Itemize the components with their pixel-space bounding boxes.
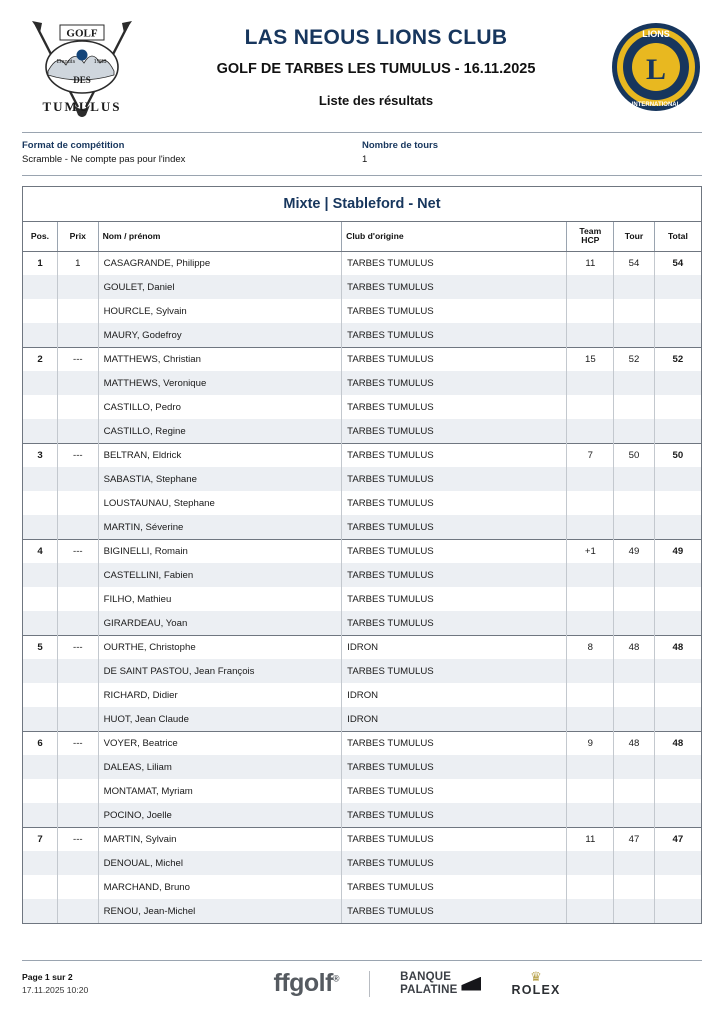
cell-name: MATTHEWS, Christian — [98, 347, 342, 371]
format-value: Scramble - Ne compte pas pour l'index — [22, 154, 186, 165]
table-row — [23, 827, 701, 851]
cell-total — [654, 299, 701, 323]
cell-position — [23, 323, 58, 347]
list-title: Liste des résultats — [318, 93, 434, 108]
cell-tour — [614, 899, 655, 923]
header-titles — [142, 26, 610, 108]
cell-club: TARBES TUMULUS — [342, 851, 567, 875]
cell-position — [23, 371, 58, 395]
cell-name: RICHARD, Didier — [98, 683, 342, 707]
cell-club: TARBES TUMULUS — [342, 803, 567, 827]
cell-tour: 52 — [614, 347, 655, 371]
cell-tour — [614, 611, 655, 635]
table-header-row — [23, 222, 701, 251]
competition-meta — [0, 133, 724, 171]
category-title: Mixte | Stableford - Net — [23, 187, 701, 222]
banque-line-2: PALATINE — [400, 983, 458, 996]
cell-tour — [614, 779, 655, 803]
cell-name: CASAGRANDE, Philippe — [98, 251, 342, 275]
cell-tour — [614, 803, 655, 827]
cell-team-hcp — [567, 779, 614, 803]
cell-prize — [58, 323, 99, 347]
cell-club: TARBES TUMULUS — [342, 299, 567, 323]
table-row — [23, 779, 701, 803]
svg-text:TUMULUS: TUMULUS — [42, 99, 122, 114]
cell-position — [23, 587, 58, 611]
cell-team-hcp — [567, 659, 614, 683]
cell-name: MARTIN, Sylvain — [98, 827, 342, 851]
cell-team-hcp — [567, 755, 614, 779]
cell-team-hcp: 11 — [567, 827, 614, 851]
cell-name: GIRARDEAU, Yoan — [98, 611, 342, 635]
cell-position — [23, 659, 58, 683]
cell-tour: 47 — [614, 827, 655, 851]
cell-club: TARBES TUMULUS — [342, 611, 567, 635]
banque-palatine-logo — [400, 971, 481, 995]
cell-team-hcp — [567, 851, 614, 875]
cell-tour: 54 — [614, 251, 655, 275]
cell-position — [23, 779, 58, 803]
cell-team-hcp — [567, 803, 614, 827]
cell-team-hcp — [567, 899, 614, 923]
cell-prize — [58, 683, 99, 707]
table-row — [23, 251, 701, 275]
cell-prize — [58, 899, 99, 923]
cell-prize — [58, 299, 99, 323]
cell-total — [654, 275, 701, 299]
cell-name: HOURCLE, Sylvain — [98, 299, 342, 323]
cell-team-hcp: 11 — [567, 251, 614, 275]
cell-name: VOYER, Beatrice — [98, 731, 342, 755]
cell-total — [654, 899, 701, 923]
cell-name: DENOUAL, Michel — [98, 851, 342, 875]
table-row — [23, 419, 701, 443]
cell-tour — [614, 659, 655, 683]
cell-name: MARCHAND, Bruno — [98, 875, 342, 899]
ffgolf-wordmark: ffgolf — [273, 969, 333, 997]
results-table — [23, 222, 701, 923]
club-title: LAS NEOUS LIONS CLUB — [244, 26, 508, 49]
cell-prize: --- — [58, 539, 99, 563]
cell-team-hcp — [567, 371, 614, 395]
svg-text:GOLF: GOLF — [66, 27, 98, 40]
cell-name: CASTILLO, Pedro — [98, 395, 342, 419]
rounds-block — [362, 140, 702, 165]
cell-prize — [58, 371, 99, 395]
cell-team-hcp — [567, 563, 614, 587]
cell-prize — [58, 275, 99, 299]
cell-club: TARBES TUMULUS — [342, 515, 567, 539]
table-row — [23, 275, 701, 299]
cell-name: CASTILLO, Regine — [98, 419, 342, 443]
cell-team-hcp — [567, 419, 614, 443]
header-team-hcp — [567, 222, 614, 251]
format-block — [22, 140, 362, 165]
cell-total — [654, 659, 701, 683]
event-title: GOLF DE TARBES LES TUMULUS - 16.11.2025 — [216, 61, 536, 77]
cell-club: TARBES TUMULUS — [342, 467, 567, 491]
banque-palatine-mark-icon — [461, 977, 481, 991]
cell-team-hcp: 15 — [567, 347, 614, 371]
cell-total — [654, 467, 701, 491]
cell-name: BIGINELLI, Romain — [98, 539, 342, 563]
cell-team-hcp — [567, 491, 614, 515]
cell-position: 5 — [23, 635, 58, 659]
cell-team-hcp — [567, 323, 614, 347]
cell-total — [654, 755, 701, 779]
cell-team-hcp — [567, 875, 614, 899]
cell-name: MATTHEWS, Veronique — [98, 371, 342, 395]
cell-prize — [58, 755, 99, 779]
cell-total — [654, 419, 701, 443]
header-club: Club d'origine — [342, 222, 567, 251]
cell-name: HUOT, Jean Claude — [98, 707, 342, 731]
table-row — [23, 395, 701, 419]
cell-tour — [614, 371, 655, 395]
cell-club: IDRON — [342, 635, 567, 659]
cell-club: TARBES TUMULUS — [342, 419, 567, 443]
cell-total — [654, 323, 701, 347]
svg-text:Depuis: Depuis — [56, 58, 76, 65]
table-row — [23, 323, 701, 347]
cell-total: 48 — [654, 635, 701, 659]
cell-position — [23, 467, 58, 491]
table-row — [23, 371, 701, 395]
cell-prize — [58, 803, 99, 827]
cell-name: DALEAS, Liliam — [98, 755, 342, 779]
cell-tour — [614, 707, 655, 731]
golf-des-tumulus-logo — [22, 11, 142, 123]
svg-text:L: L — [645, 53, 667, 86]
cell-total — [654, 875, 701, 899]
cell-position — [23, 419, 58, 443]
cell-team-hcp: 8 — [567, 635, 614, 659]
table-row — [23, 587, 701, 611]
cell-club: TARBES TUMULUS — [342, 443, 567, 467]
cell-total — [654, 515, 701, 539]
cell-name: GOULET, Daniel — [98, 275, 342, 299]
lions-international-logo — [610, 21, 702, 113]
cell-club: TARBES TUMULUS — [342, 347, 567, 371]
cell-tour — [614, 755, 655, 779]
table-row — [23, 491, 701, 515]
cell-name: OURTHE, Christophe — [98, 635, 342, 659]
cell-name: SABASTIA, Stephane — [98, 467, 342, 491]
cell-prize — [58, 563, 99, 587]
cell-total — [654, 491, 701, 515]
table-row — [23, 851, 701, 875]
cell-prize — [58, 707, 99, 731]
table-row — [23, 731, 701, 755]
cell-prize — [58, 419, 99, 443]
results-table-body — [23, 251, 701, 923]
table-row — [23, 299, 701, 323]
cell-tour — [614, 467, 655, 491]
cell-prize — [58, 851, 99, 875]
cell-club: TARBES TUMULUS — [342, 755, 567, 779]
cell-position: 1 — [23, 251, 58, 275]
print-timestamp: 17.11.2025 10:20 — [22, 984, 89, 995]
format-label: Format de compétition — [22, 140, 125, 151]
cell-total — [654, 683, 701, 707]
cell-position — [23, 299, 58, 323]
cell-tour — [614, 299, 655, 323]
table-row — [23, 635, 701, 659]
table-row — [23, 611, 701, 635]
cell-position — [23, 395, 58, 419]
cell-team-hcp — [567, 467, 614, 491]
cell-club: TARBES TUMULUS — [342, 539, 567, 563]
cell-team-hcp: 9 — [567, 731, 614, 755]
cell-position: 3 — [23, 443, 58, 467]
cell-tour — [614, 395, 655, 419]
lions-club-emblem-icon — [610, 21, 702, 113]
ffgolf-registered-mark: ® — [332, 973, 340, 984]
header-tour: Tour — [614, 222, 655, 251]
cell-total — [654, 587, 701, 611]
cell-position: 2 — [23, 347, 58, 371]
cell-tour — [614, 683, 655, 707]
cell-total: 52 — [654, 347, 701, 371]
svg-text:INTERNATIONAL: INTERNATIONAL — [631, 102, 681, 108]
cell-position — [23, 515, 58, 539]
cell-total: 54 — [654, 251, 701, 275]
header-prix: Prix — [58, 222, 99, 251]
meta-divider — [22, 175, 702, 176]
cell-tour — [614, 419, 655, 443]
table-row — [23, 467, 701, 491]
cell-prize: 1 — [58, 251, 99, 275]
svg-text:DES: DES — [73, 75, 91, 85]
cell-club: TARBES TUMULUS — [342, 899, 567, 923]
cell-prize — [58, 515, 99, 539]
cell-tour — [614, 875, 655, 899]
cell-club: TARBES TUMULUS — [342, 251, 567, 275]
cell-prize: --- — [58, 731, 99, 755]
cell-name: LOUSTAUNAU, Stephane — [98, 491, 342, 515]
cell-total — [654, 395, 701, 419]
cell-total: 50 — [654, 443, 701, 467]
cell-position: 4 — [23, 539, 58, 563]
cell-total — [654, 611, 701, 635]
cell-tour — [614, 491, 655, 515]
table-row — [23, 755, 701, 779]
header-team-hcp-line2: HCP — [581, 235, 600, 246]
cell-prize — [58, 659, 99, 683]
table-row — [23, 899, 701, 923]
page-number: Page 1 sur 2 — [22, 972, 73, 983]
cell-tour — [614, 563, 655, 587]
cell-club: TARBES TUMULUS — [342, 491, 567, 515]
logo-separator — [369, 971, 370, 997]
cell-tour: 49 — [614, 539, 655, 563]
cell-club: TARBES TUMULUS — [342, 395, 567, 419]
cell-name: CASTELLINI, Fabien — [98, 563, 342, 587]
header-pos: Pos. — [23, 222, 58, 251]
document-header — [0, 0, 724, 128]
header-team-hcp-line1: Team — [579, 226, 602, 236]
cell-total: 49 — [654, 539, 701, 563]
cell-team-hcp — [567, 611, 614, 635]
ffgolf-logo — [273, 969, 339, 998]
table-row — [23, 347, 701, 371]
cell-position — [23, 611, 58, 635]
table-row — [23, 803, 701, 827]
cell-tour: 48 — [614, 731, 655, 755]
footer-divider — [22, 960, 702, 961]
cell-team-hcp: +1 — [567, 539, 614, 563]
cell-total: 48 — [654, 731, 701, 755]
cell-position — [23, 707, 58, 731]
cell-prize — [58, 611, 99, 635]
table-row — [23, 707, 701, 731]
cell-club: IDRON — [342, 683, 567, 707]
rolex-logo — [511, 970, 560, 997]
cell-total — [654, 563, 701, 587]
svg-text:1988: 1988 — [93, 58, 107, 65]
cell-position — [23, 275, 58, 299]
cell-position — [23, 851, 58, 875]
cell-team-hcp — [567, 275, 614, 299]
cell-team-hcp — [567, 299, 614, 323]
rounds-label: Nombre de tours — [362, 140, 439, 151]
cell-total: 47 — [654, 827, 701, 851]
cell-club: TARBES TUMULUS — [342, 275, 567, 299]
cell-tour: 48 — [614, 635, 655, 659]
cell-tour — [614, 275, 655, 299]
cell-position: 6 — [23, 731, 58, 755]
cell-name: MAURY, Godefroy — [98, 323, 342, 347]
table-row — [23, 563, 701, 587]
cell-position — [23, 899, 58, 923]
cell-name: DE SAINT PASTOU, Jean François — [98, 659, 342, 683]
sponsor-logos — [222, 969, 612, 998]
cell-tour: 50 — [614, 443, 655, 467]
cell-team-hcp — [567, 395, 614, 419]
cell-name: MARTIN, Séverine — [98, 515, 342, 539]
table-row — [23, 683, 701, 707]
cell-prize — [58, 587, 99, 611]
cell-team-hcp — [567, 707, 614, 731]
footer-page-info — [22, 971, 222, 996]
results-table-wrapper — [22, 186, 702, 924]
cell-club: TARBES TUMULUS — [342, 563, 567, 587]
cell-prize — [58, 467, 99, 491]
cell-name: POCINO, Joelle — [98, 803, 342, 827]
cell-prize: --- — [58, 635, 99, 659]
cell-prize — [58, 491, 99, 515]
cell-position — [23, 755, 58, 779]
cell-prize — [58, 395, 99, 419]
header-total: Total — [654, 222, 701, 251]
cell-position — [23, 563, 58, 587]
table-row — [23, 539, 701, 563]
cell-position — [23, 875, 58, 899]
cell-team-hcp — [567, 587, 614, 611]
cell-club: TARBES TUMULUS — [342, 659, 567, 683]
cell-tour — [614, 323, 655, 347]
cell-name: RENOU, Jean-Michel — [98, 899, 342, 923]
cell-position — [23, 683, 58, 707]
header-name: Nom / prénom — [98, 222, 342, 251]
cell-prize: --- — [58, 827, 99, 851]
cell-club: TARBES TUMULUS — [342, 731, 567, 755]
cell-prize — [58, 779, 99, 803]
cell-position: 7 — [23, 827, 58, 851]
table-row — [23, 515, 701, 539]
cell-club: TARBES TUMULUS — [342, 323, 567, 347]
cell-club: TARBES TUMULUS — [342, 875, 567, 899]
cell-prize: --- — [58, 443, 99, 467]
cell-tour — [614, 851, 655, 875]
cell-total — [654, 779, 701, 803]
table-row — [23, 875, 701, 899]
rolex-wordmark: ROLEX — [511, 983, 561, 997]
table-row — [23, 659, 701, 683]
cell-tour — [614, 515, 655, 539]
cell-position — [23, 803, 58, 827]
cell-team-hcp: 7 — [567, 443, 614, 467]
cell-prize — [58, 875, 99, 899]
svg-text:LIONS: LIONS — [642, 29, 670, 39]
results-table-head — [23, 222, 701, 251]
cell-total — [654, 707, 701, 731]
cell-total — [654, 803, 701, 827]
rolex-crown-icon: ♛ — [530, 969, 542, 984]
cell-club: TARBES TUMULUS — [342, 587, 567, 611]
cell-team-hcp — [567, 515, 614, 539]
cell-club: IDRON — [342, 707, 567, 731]
table-row — [23, 443, 701, 467]
cell-total — [654, 371, 701, 395]
cell-team-hcp — [567, 683, 614, 707]
banque-line-1: BANQUE — [400, 971, 452, 984]
cell-total — [654, 851, 701, 875]
cell-name: MONTAMAT, Myriam — [98, 779, 342, 803]
cell-club: TARBES TUMULUS — [342, 779, 567, 803]
rounds-value: 1 — [362, 154, 368, 165]
cell-prize: --- — [58, 347, 99, 371]
cell-club: TARBES TUMULUS — [342, 371, 567, 395]
cell-position — [23, 491, 58, 515]
cell-name: FILHO, Mathieu — [98, 587, 342, 611]
cell-name: BELTRAN, Eldrick — [98, 443, 342, 467]
golf-club-crest-icon — [22, 11, 142, 123]
document-footer — [0, 960, 724, 1024]
cell-club: TARBES TUMULUS — [342, 827, 567, 851]
cell-tour — [614, 587, 655, 611]
